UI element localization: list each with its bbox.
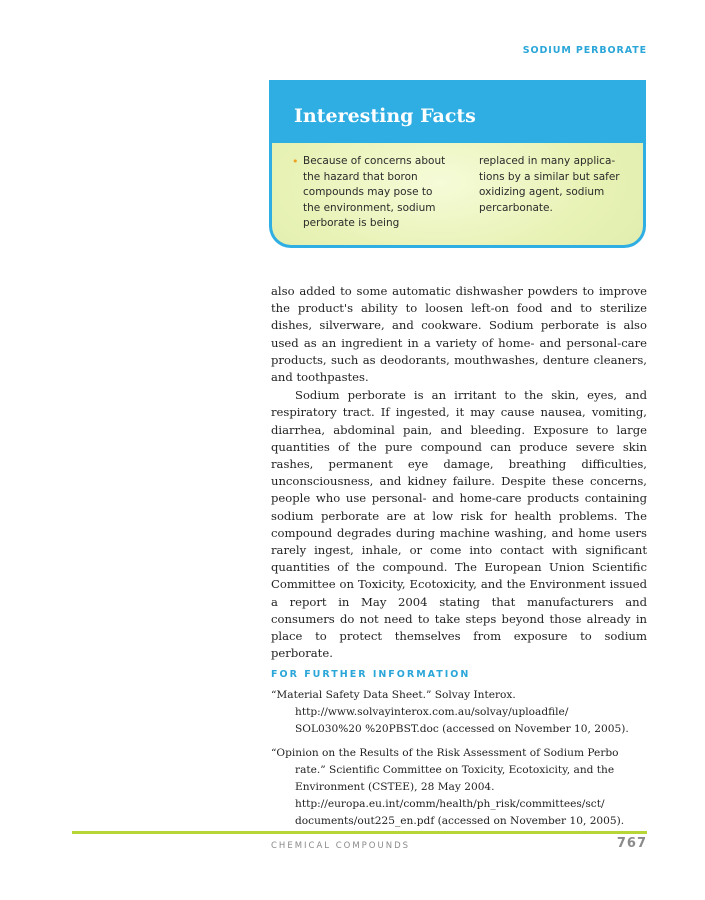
reference-item <box>271 687 647 739</box>
reference-url[interactable]: http://europa.eu.int/comm/health/ph_risk/committees/sct/ <box>295 798 605 811</box>
further-info-heading: FOR FURTHER INFORMATION <box>271 669 471 680</box>
running-head: SODIUM PERBORATE <box>522 45 647 56</box>
facts-line: replaced in many applica- <box>479 155 616 167</box>
facts-line: tions by a similar but safer <box>479 170 620 183</box>
reference-url[interactable]: http://www.solvayinterox.com.au/solvay/uploadfile/ <box>295 706 569 719</box>
reference-citation: “Material Safety Data Sheet.” Solvay Interox. <box>271 689 516 701</box>
facts-column-left <box>292 154 461 232</box>
facts-line: the hazard that boron <box>303 170 418 183</box>
bullet-icon: • <box>292 155 299 168</box>
interesting-facts-box <box>269 80 646 248</box>
facts-line: Because of concerns about <box>303 155 446 167</box>
reference-list <box>271 687 647 837</box>
footer-label: CHEMICAL COMPOUNDS <box>271 841 411 851</box>
facts-column-right <box>479 154 637 216</box>
page-number: 767 <box>616 836 647 851</box>
reference-url[interactable]: SOL030%20 %20PBST.doc (accessed on November 10, 2005). <box>295 723 629 736</box>
facts-line: oxidizing agent, sodium <box>479 186 605 198</box>
facts-line: percarbonate. <box>479 201 553 214</box>
facts-line: compounds may pose to <box>303 186 433 198</box>
body-paragraph: Sodium perborate is an irritant to the skin, eyes, and respiratory tract. If ingested, it may cause nausea, vomiting, diarrhea, abdominal pain, and bleeding. Exposure to large quantities of the pure compound can produce severe skin rashes, permanent eye damage, breathing difficulties, unconsciousness, and kidney failure. Despite these concerns, people who use personal- and home-care products containing sodium perborate are at low risk for health problems. The compound degrades during machine washing, and home users rarely ingest, inhale, or come into contact with significant quantities of the compound. The European Union Scientific Committee on Toxicity, Ecotoxicity, and the Environment issued a report in May 2004 stating that manufacturers and consumers do not need to take steps beyond those already in place to protect themselves from exposure to sodium perborate. <box>271 388 647 661</box>
body-text <box>271 283 647 662</box>
body-paragraph: also added to some automatic dishwasher powders to improve the product's ability to loosen left-on food and to sterilize dishes, silverware, and cookware. Sodium perborate is also used as an ingredient in a variety of home- and personal-care products, such as deodorants, mouthwashes, denture cleaners, and toothpastes. <box>271 284 647 385</box>
footer-rule <box>72 831 647 834</box>
reference-citation: “Opinion on the Results of the Risk Assessment of Sodium Perbo rate.” Scientific Committee on Toxicity, Ecotoxicity, and the Environment (CSTEE), 28 May 2004. <box>271 746 619 794</box>
facts-title: Interesting Facts <box>294 105 476 127</box>
reference-url[interactable]: documents/out225_en.pdf (accessed on November 10, 2005). <box>295 815 625 828</box>
facts-line: the environment, sodium <box>303 201 436 214</box>
facts-line: perborate is being <box>303 217 400 229</box>
reference-item <box>271 745 647 831</box>
